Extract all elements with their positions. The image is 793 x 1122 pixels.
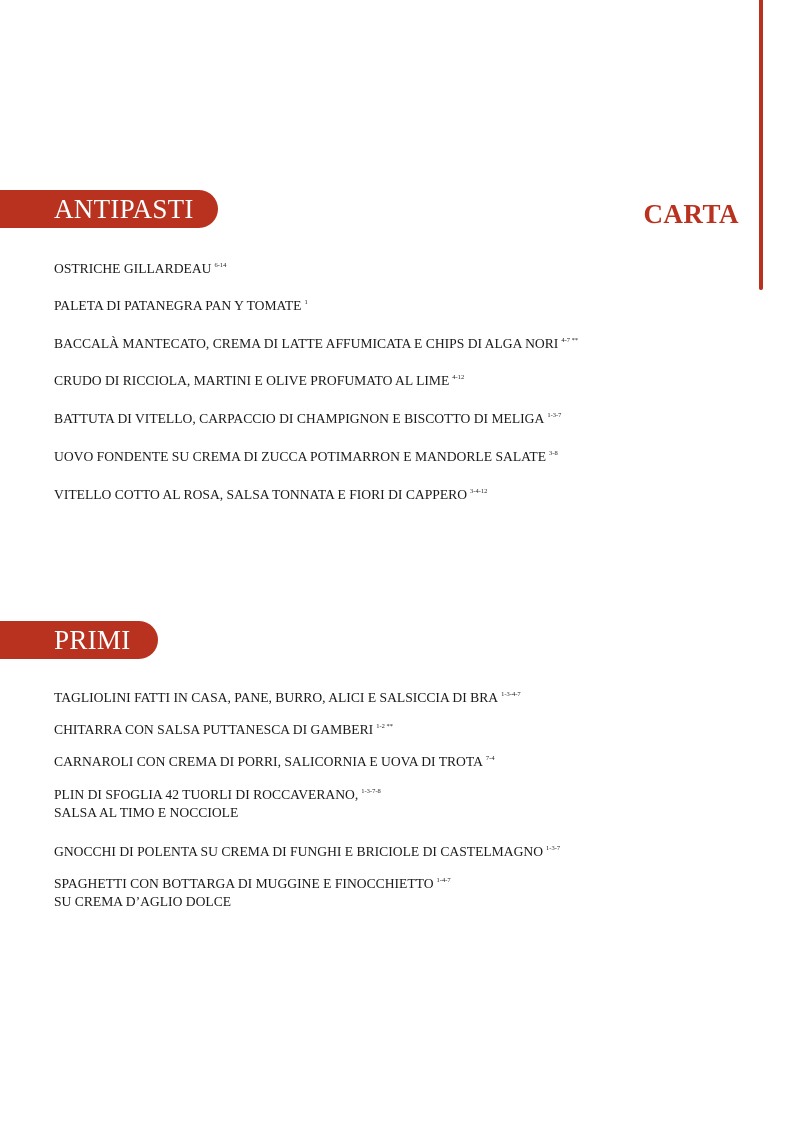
menu-item	[54, 689, 521, 707]
page-title: CARTA	[643, 199, 739, 229]
side-accent-rule	[759, 0, 763, 290]
section-header-antipasti: ANTIPASTI	[0, 190, 218, 228]
menu-item-name: CRUDO DI RICCIOLA, MARTINI E OLIVE PROFUMATO AL LIME	[54, 373, 450, 388]
menu-item-name: PALETA DI PATANEGRA PAN Y TOMATE	[54, 298, 302, 313]
allergen-codes: 1-2 **	[376, 723, 393, 730]
menu-item-name: CHITARRA CON SALSA PUTTANESCA DI GAMBERI	[54, 722, 374, 737]
menu-item	[54, 297, 308, 315]
allergen-codes: 3-4-12	[470, 488, 488, 495]
menu-item-subline: SALSA AL TIMO E NOCCIOLE	[54, 805, 239, 820]
allergen-codes: 7-4	[485, 755, 495, 762]
allergen-codes: 1-4-7	[436, 877, 451, 884]
menu-item	[54, 260, 226, 278]
menu-item	[54, 721, 393, 739]
menu-item-name: CARNAROLI CON CREMA DI PORRI, SALICORNIA E UOVA DI TROTA	[54, 754, 483, 769]
allergen-codes: 4-12	[452, 374, 465, 381]
menu-item-subline: SU CREMA D’AGLIO DOLCE	[54, 894, 232, 909]
menu-item-name: PLIN DI SFOGLIA 42 TUORLI DI ROCCAVERANO,	[54, 787, 359, 802]
menu-item	[54, 448, 558, 466]
menu-item	[54, 410, 561, 428]
menu-item	[54, 786, 381, 822]
allergen-codes: 1-3-4-7	[501, 691, 521, 698]
allergen-codes: 1-3-7	[547, 412, 562, 419]
menu-item-name: UOVO FONDENTE SU CREMA DI ZUCCA POTIMARRON E MANDORLE SALATE	[54, 449, 547, 464]
menu-item	[54, 486, 487, 504]
menu-item-name: TAGLIOLINI FATTI IN CASA, PANE, BURRO, ALICI E SALSICCIA DI BRA	[54, 690, 499, 705]
menu-item	[54, 335, 578, 353]
allergen-codes: 1	[304, 299, 308, 306]
menu-item	[54, 843, 560, 861]
allergen-codes: 1-3-7	[546, 845, 561, 852]
allergen-codes: 4-7 **	[561, 337, 579, 344]
menu-item-name: BACCALÀ MANTECATO, CREMA DI LATTE AFFUMICATA E CHIPS DI ALGA NORI	[54, 336, 559, 351]
menu-item	[54, 372, 464, 390]
allergen-codes: 6-14	[214, 262, 227, 269]
allergen-codes: 3-8	[549, 450, 558, 457]
menu-item	[54, 753, 495, 771]
allergen-codes: 1-3-7-8	[361, 788, 381, 795]
menu-item-name: GNOCCHI DI POLENTA SU CREMA DI FUNGHI E BRICIOLE DI CASTELMAGNO	[54, 844, 544, 859]
menu-item-name: OSTRICHE GILLARDEAU	[54, 261, 212, 276]
section-header-primi: PRIMI	[0, 621, 158, 659]
menu-item	[54, 875, 451, 911]
menu-item-name: VITELLO COTTO AL ROSA, SALSA TONNATA E FIORI DI CAPPERO	[54, 487, 468, 502]
menu-item-name: SPAGHETTI CON BOTTARGA DI MUGGINE E FINOCCHIETTO	[54, 876, 434, 891]
menu-item-name: BATTUTA DI VITELLO, CARPACCIO DI CHAMPIGNON E BISCOTTO DI MELIGA	[54, 411, 545, 426]
